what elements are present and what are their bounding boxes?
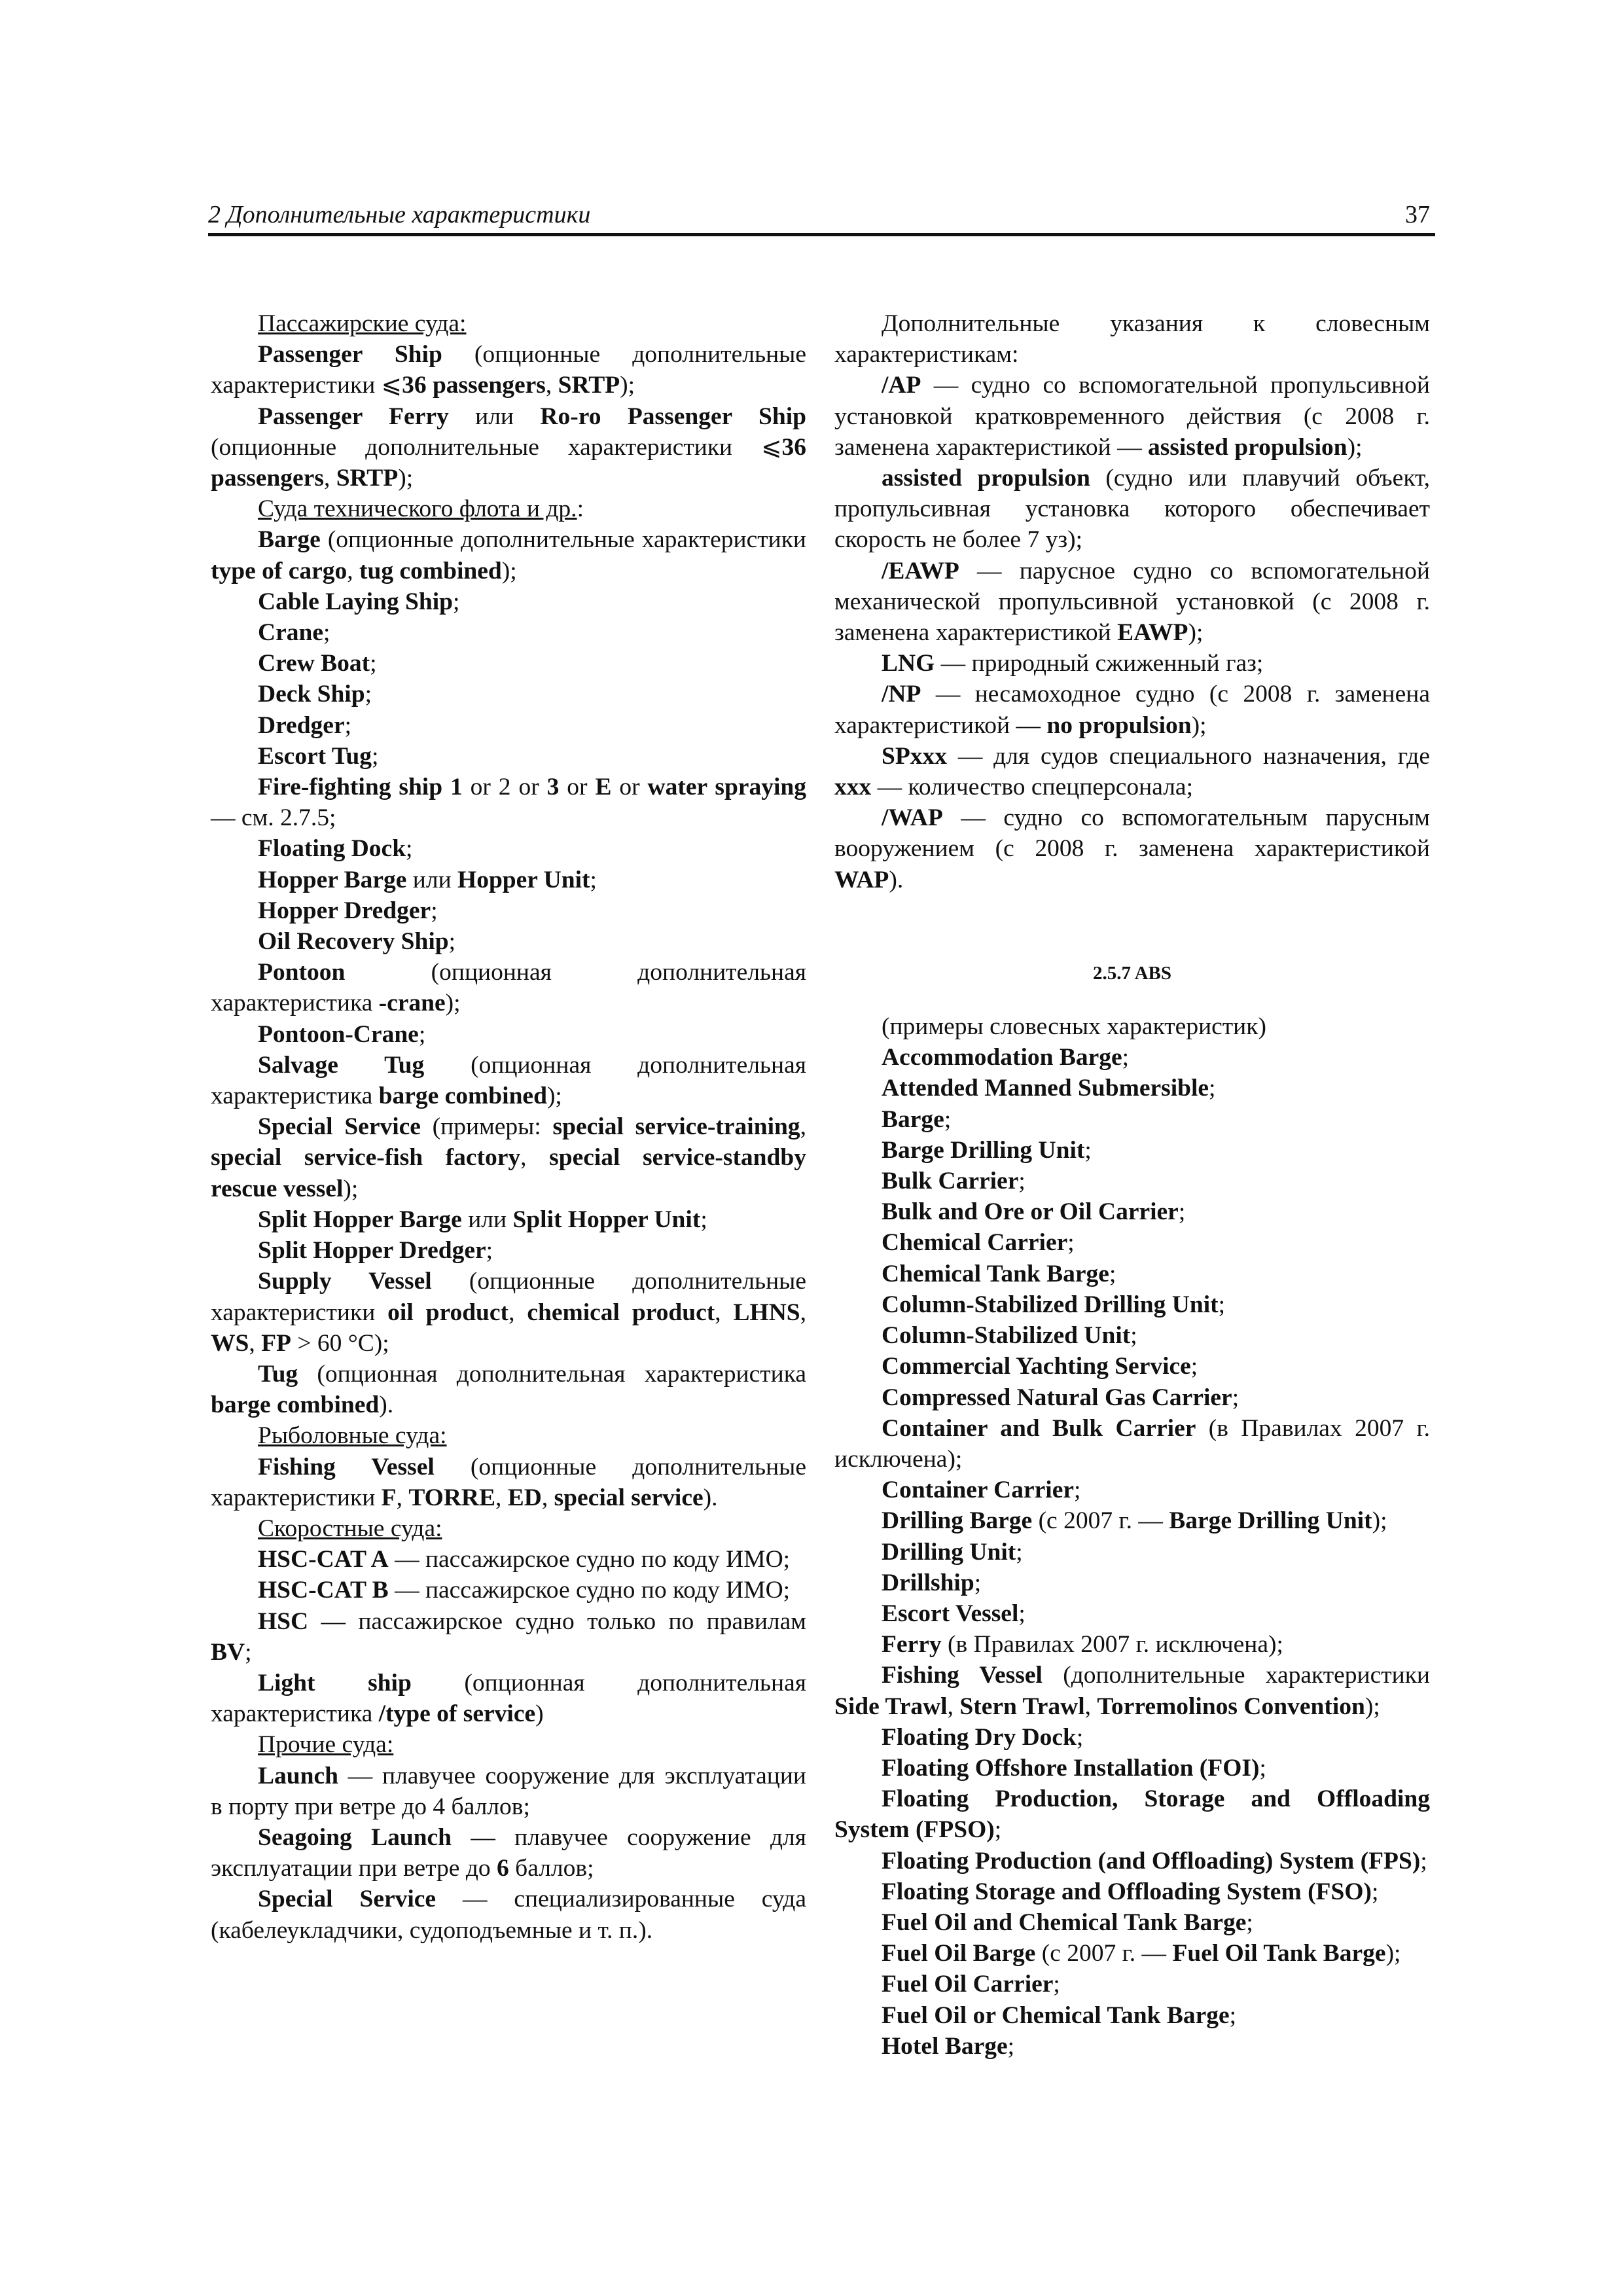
paragraph: /WAP — судно со вспомогательным парусным вооружением (с 2008 г. заменена характеристикой WAP). (834, 804, 1430, 893)
paragraph: SPxxx — для судов специального назначения, где xxx — количество спецперсонала; (834, 742, 1430, 801)
paragraph: Fire-fighting ship 1 or 2 or 3 or E or water spraying — см. 2.7.5; (211, 774, 806, 832)
running-head: 2 Дополнительные характеристики (208, 201, 591, 228)
paragraph: Light ship (опционная дополнительная характеристика /type of service) (211, 1669, 806, 1728)
paragraph: Bulk Carrier; (882, 1168, 1026, 1195)
paragraph: assisted propulsion (судно или плавучий объект, пропульсивная установка которого обеспечивает скорость не более 7 уз); (834, 465, 1430, 554)
paragraph: Barge (опционные дополнительные характеристики type of cargo, tug combined); (211, 526, 806, 584)
paragraph: Special Service — специализированные суда (кабелеукладчики, судоподъемные и т. п.). (211, 1886, 806, 1944)
paragraph: Fishing Vessel (дополнительные характеристики Side Trawl, Stern Trawl, Torremolinos Convention); (834, 1662, 1430, 1720)
paragraph: Split Hopper Dredger; (258, 1237, 493, 1265)
paragraph: Fishing Vessel (опционные дополнительные характеристики F, TORRE, ED, special service). (211, 1453, 806, 1511)
right-top-paragraphs (834, 308, 1430, 895)
paragraph: HSC — пассажирское судно только по правилам BV; (211, 1607, 806, 1666)
paragraph: Chemical Tank Barge; (882, 1260, 1116, 1287)
paragraph: Pontoon-Crane; (258, 1020, 426, 1048)
paragraph: Seagoing Launch — плавучее сооружение для эксплуатации при ветре до 6 баллов; (211, 1823, 806, 1882)
paragraph: Special Service (примеры: special service-training, special service-fish factory, special service-standby rescue vessel); (211, 1113, 806, 1202)
paragraph: Floating Dry Dock; (882, 1723, 1084, 1751)
paragraph: Dredger; (258, 711, 352, 739)
paragraph: HSC-CAT A — пассажирское судно по коду ИМО; (258, 1546, 791, 1573)
paragraph: Crew Boat; (258, 650, 377, 677)
paragraph: Deck Ship; (258, 681, 372, 708)
paragraph: HSC-CAT B — пассажирское судно по коду ИМО; (258, 1577, 791, 1604)
paragraph: Floating Production (and Offloading) System (FPS); (882, 1847, 1427, 1874)
page-number: 37 (1405, 201, 1430, 228)
paragraph: Пассажирские суда: (258, 310, 467, 337)
paragraph: Passenger Ferry или Ro-ro Passenger Ship (опционные дополнительные характеристики ⩽36 passengers, SRTP); (211, 403, 806, 492)
paragraph: Accommodation Barge; (882, 1044, 1130, 1071)
paragraph: Скоростные суда: (258, 1515, 442, 1542)
paragraph: Суда технического флота и др.: (258, 495, 584, 523)
paragraph: /NP — несамоходное судно (с 2008 г. заменена характеристикой — no propulsion); (834, 681, 1430, 739)
paragraph: Прочие суда: (258, 1731, 394, 1759)
paragraph: Column-Stabilized Unit; (882, 1322, 1137, 1350)
paragraph: Drilling Unit; (882, 1538, 1023, 1566)
paragraph: Hopper Dredger; (258, 897, 438, 924)
paragraph: Floating Offshore Installation (FOI); (882, 1754, 1266, 1782)
paragraph: Рыболовные суда: (258, 1422, 447, 1450)
paragraph: Crane; (258, 619, 330, 647)
section-spacer-after (834, 989, 1430, 1011)
paragraph: /EAWP — парусное судно со вспомогательной механической пропульсивной установкой (с 2008 г. заменена характеристикой EAWP); (834, 557, 1430, 647)
paragraph: Container and Bulk Carrier (в Правилах 2007 г. исключена); (834, 1414, 1430, 1473)
paragraph: Pontoon (опционная дополнительная характеристика -crane); (211, 959, 806, 1017)
paragraph: Дополнительные указания к словесным характеристикам: (834, 310, 1430, 368)
paragraph: Oil Recovery Ship; (258, 928, 456, 956)
paragraph: Barge Drilling Unit; (882, 1136, 1092, 1164)
left-paragraphs (211, 308, 806, 1946)
paragraph: Chemical Carrier; (882, 1229, 1075, 1257)
paragraph: Split Hopper Barge или Split Hopper Unit; (258, 1206, 707, 1233)
paragraph: Salvage Tug (опционная дополнительная характеристика barge combined); (211, 1051, 806, 1110)
paragraph: Drillship; (882, 1569, 982, 1596)
paragraph: Escort Tug; (258, 742, 379, 770)
right-column (834, 308, 1430, 2062)
paragraph: Tug (опционная дополнительная характеристика barge combined). (211, 1360, 806, 1419)
paragraph: Floating Dock; (258, 835, 413, 863)
paragraph: /AP — судно со вспомогательной пропульсивной установкой кратковременного действия (с 2008 г. заменена характеристикой — assisted propulsion); (834, 372, 1430, 461)
paragraph: Ferry (в Правилах 2007 г. исключена); (882, 1631, 1283, 1659)
paragraph: (примеры словесных характеристик) (882, 1013, 1266, 1041)
paragraph: Compressed Natural Gas Carrier; (882, 1384, 1240, 1411)
paragraph: Launch — плавучее сооружение для эксплуатации в порту при ветре до 4 баллов; (211, 1762, 806, 1820)
paragraph: Fuel Oil and Chemical Tank Barge; (882, 1909, 1253, 1936)
page-header (208, 200, 1435, 236)
paragraph: Hotel Barge; (882, 2032, 1015, 2060)
paragraph: Barge; (882, 1105, 952, 1133)
paragraph: Bulk and Ore or Oil Carrier; (882, 1198, 1186, 1226)
paragraph: Column-Stabilized Drilling Unit; (882, 1291, 1226, 1318)
paragraph: Supply Vessel (опционные дополнительные характеристики oil product, chemical product, LHNS, WS, FP > 60 °C); (211, 1268, 807, 1357)
section-title: 2.5.7 ABS (1092, 962, 1172, 984)
section-spacer (834, 895, 1430, 958)
paragraph: Floating Production, Storage and Offloading System (FPSO); (834, 1785, 1430, 1844)
paragraph: Fuel Oil Carrier; (882, 1971, 1060, 1998)
right-bottom-paragraphs (834, 1011, 1430, 2062)
paragraph: Floating Storage and Offloading System (FSO); (882, 1878, 1379, 1905)
paragraph: Drilling Barge (с 2007 г. — Barge Drilling Unit); (882, 1507, 1387, 1535)
paragraph: Escort Vessel; (882, 1600, 1026, 1627)
paragraph: Attended Manned Submersible; (882, 1075, 1216, 1102)
paragraph: Cable Laying Ship; (258, 588, 460, 615)
paragraph: Commercial Yachting Service; (882, 1353, 1198, 1380)
paragraph: Hopper Barge или Hopper Unit; (258, 866, 597, 893)
paragraph: Passenger Ship (опционные дополнительные характеристики ⩽36 passengers, SRTP); (211, 341, 806, 399)
paragraph: Container Carrier; (882, 1477, 1081, 1504)
left-column (211, 308, 806, 1946)
paragraph: Fuel Oil Barge (с 2007 г. — Fuel Oil Tank Barge); (882, 1940, 1401, 1967)
paragraph: Fuel Oil or Chemical Tank Barge; (882, 2001, 1237, 2029)
paragraph: LNG — природный сжиженный газ; (882, 650, 1264, 677)
